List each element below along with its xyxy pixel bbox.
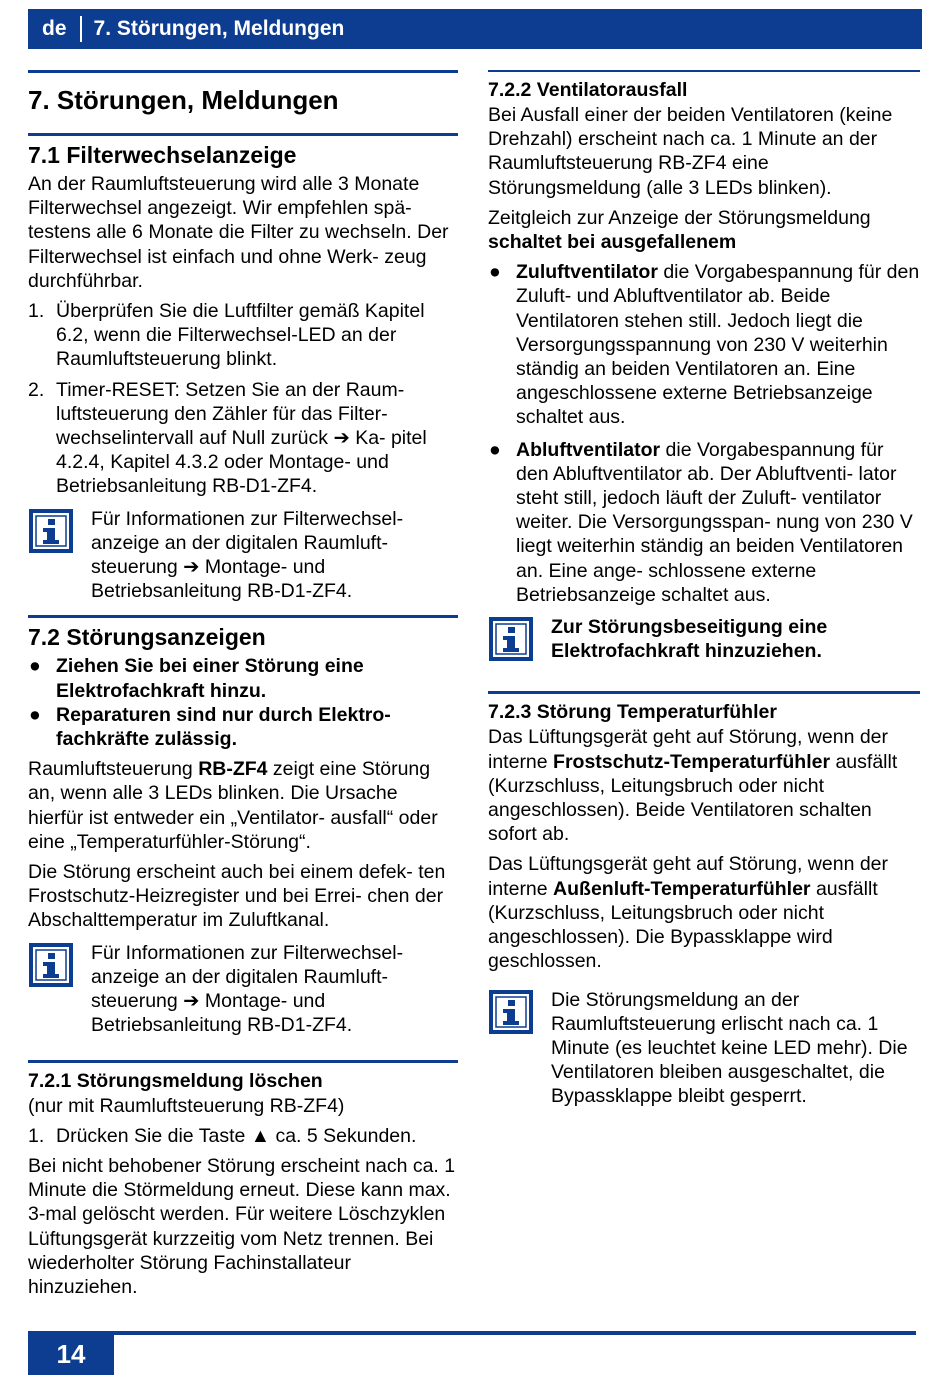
list-item: [28, 299, 458, 372]
page-number: 14: [28, 1333, 114, 1375]
header-lang: de: [42, 17, 67, 40]
section-rule: [28, 615, 458, 618]
step-number: 1.: [28, 1124, 45, 1147]
info-note: [488, 988, 920, 1109]
paragraph: Die Störung erscheint auch bei einem defek- ten Frostschutz-Heizregister und bei Errei- chen der Abschalttemperatur im Zuluftkanal.: [28, 861, 446, 932]
left-column: [28, 70, 458, 1305]
info-note: [28, 507, 458, 604]
info-note: [28, 941, 458, 1038]
list-item: ● Reparaturen sind nur durch Elektro- fachkräfte zulässig.: [29, 703, 391, 751]
chapter-title: 7. Störungen, Meldungen: [28, 85, 339, 115]
info-text: Für Informationen zur Filterwechsel- anzeige an der digitalen Raumluft- steuerung ➔ Montage- und Betriebsanleitung RB-D1-ZF4.: [91, 941, 404, 1037]
section-rule: [28, 70, 458, 73]
right-column: [488, 70, 920, 1121]
paragraph: Raumluftsteuerung RB-ZF4 zeigt eine Störung an, wenn alle 3 LEDs blinken. Die Ursache hierfür ist entweder ein „Ventilator- ausfall“ oder eine „Temperaturfühler-Störung“.: [28, 758, 438, 853]
step-text: Überprüfen Sie die Luftfilter gemäß Kapitel 6.2, wenn die Filterwechsel-LED an der Raumluftsteuerung blinkt.: [56, 300, 425, 371]
bullet-icon: ●: [489, 261, 501, 284]
header-separator: [80, 16, 82, 42]
bullet-icon: ●: [489, 438, 501, 461]
step-number: 1.: [28, 300, 45, 323]
info-icon: [489, 990, 533, 1034]
step-number: 2.: [28, 378, 45, 401]
section-title-7-2-1: 7.2.1 Störungsmeldung löschen: [28, 1069, 323, 1092]
steps-list: [28, 1124, 458, 1148]
warning-list: [28, 654, 458, 751]
step-text: Timer-RESET: Setzen Sie an der Raum- luftsteuerung den Zähler für das Filter- wechselintervall auf Null zurück ➔ Ka- pitel 4.2.4, Kapitel 4.3.2 oder Montage- und Betriebsanleitung RB-D1-ZF4.: [56, 378, 427, 498]
header-title: 7. Störungen, Meldungen: [93, 17, 345, 40]
bullet-icon: ●: [29, 655, 41, 678]
info-text: Zur Störungsbeseitigung eine Elektrofachkraft hinzuziehen.: [551, 616, 828, 663]
list-item: ● Abluftventilator die Vorgabespannung für den Abluftventilator ab. Der Abluftventi- lator steht still, jedoch läuft der Zuluft- ventilator weiter. Die Versorgungsspan- nung von 230 V liegt weiterhin ständig an beiden Ventilatoren an. Eine ange- schlossene externe Betriebsanzeige schaltet aus.: [489, 438, 913, 606]
fan-list: [488, 260, 920, 607]
section-title-7-2-3: 7.2.3 Störung Temperaturfühler: [488, 701, 777, 724]
paragraph: An der Raumluftsteuerung wird alle 3 Monate Filterwechsel angezeigt. Wir empfehlen spä- testens alle 6 Monate die Filter zu wechseln. Der Filterwechsel ist einfach und ohne Werk- zeug durchführbar.: [28, 173, 449, 292]
paragraph: Das Lüftungsgerät geht auf Störung, wenn der interne Frostschutz-Temperaturfühler ausfällt (Kurzschluss, Leitungsbruch oder nicht angeschlossen). Beide Ventilatoren schalten sofort ab.: [488, 726, 898, 846]
section-title-7-2-2: 7.2.2 Ventilatorausfall: [488, 79, 688, 101]
section-rule: [28, 133, 458, 136]
footer-rule: [28, 1331, 916, 1335]
section-subtitle: (nur mit Raumluftsteuerung RB-ZF4): [28, 1094, 345, 1117]
header-bar: [28, 9, 922, 49]
info-text: Für Informationen zur Filterwechsel- anzeige an der digitalen Raumluft- steuerung ➔ Montage- und Betriebsanleitung RB-D1-ZF4.: [91, 507, 404, 603]
steps-list: [28, 299, 458, 499]
section-title-7-2: 7.2 Störungsanzeigen: [28, 624, 266, 651]
list-item: ● Ziehen Sie bei einer Störung eine Elektrofachkraft hinzu.: [29, 655, 364, 702]
info-icon: [489, 617, 533, 661]
info-note: [488, 615, 920, 663]
list-item: ● Zuluftventilator die Vorgabespannung für den Zuluft- und Abluftventilator ab. Beide Ventilatoren stehen still. Jedoch liegt die Versorgungsspannung von 230 V weiterhin ständig an beiden Ventilatoren an. Eine angeschlossene externe Betriebsanzeige schaltet aus.: [489, 261, 920, 429]
list-item: [28, 1124, 458, 1148]
bullet-icon: ●: [29, 703, 41, 726]
info-text: Die Störungsmeldung an der Raumluftsteuerung erlischt nach ca. 1 Minute (es leuchtet keine LED mehr). Die Ventilatoren bleiben ausgeschaltet, die Bypassklappe bleibt gesperrt.: [551, 988, 908, 1108]
section-rule: [28, 1060, 458, 1063]
list-item: [28, 378, 458, 499]
paragraph: Das Lüftungsgerät geht auf Störung, wenn der interne Außenluft-Temperaturfühler ausfällt (Kurzschluss, Leitungsbruch oder nicht angeschlossen). Die Bypassklappe wird geschlossen.: [488, 853, 889, 973]
section-rule: [488, 70, 920, 72]
section-title-7-1: 7.1 Filterwechselanzeige: [28, 142, 297, 168]
paragraph: Zeitgleich zur Anzeige der Störungsmeldung schaltet bei ausgefallenem: [488, 206, 871, 254]
paragraph: Bei Ausfall einer der beiden Ventilatoren (keine Drehzahl) erscheint nach ca. 1 Minute an der Raumluftsteuerung RB-ZF4 eine Störungsmeldung (alle 3 LEDs blinken).: [488, 104, 893, 199]
info-icon: [29, 943, 73, 987]
step-text: Drücken Sie die Taste ▲ ca. 5 Sekunden.: [56, 1124, 417, 1147]
info-icon: [29, 509, 73, 553]
section-rule: [488, 691, 920, 694]
paragraph: Bei nicht behobener Störung erscheint nach ca. 1 Minute die Störmeldung erneut. Diese kann max. 3-mal gelöscht werden. Für weitere Löschzyklen Lüftungsgerät kurzzeitig vom Netz trennen. Bei wiederholter Störung Fachinstallateur hinzuziehen.: [28, 1154, 456, 1298]
